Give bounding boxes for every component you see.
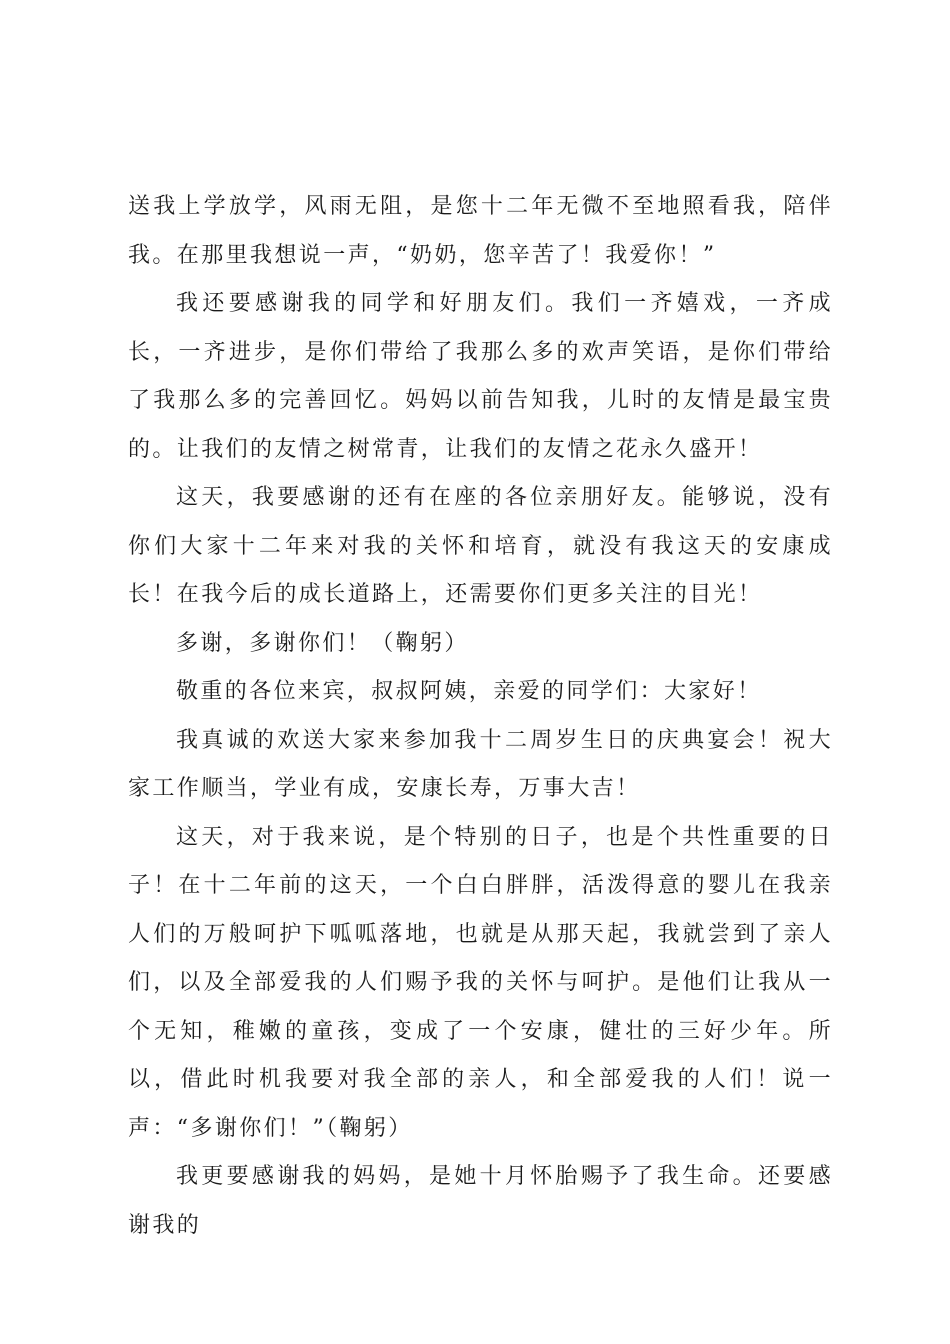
paragraph: 这天，对于我来说，是个特别的日子，也是个共性重要的日子！在十二年前的这天，一个白白胖胖，活泼得意的婴儿在我亲人们的万般呵护下呱呱落地，也就是从那天起，我就尝到了亲人们，以及全部爱我的人们赐予我的关怀与呵护。是他们让我从一个无知，稚嫩的童孩，变成了一个安康，健壮的三好少年。所以，借此时机我要对我全部的亲人，和全部爱我的人们！说一声：“多谢你们！”（鞠躬）	[128, 824, 833, 1141]
paragraph: 多谢，多谢你们！（鞠躬）	[176, 630, 469, 656]
paragraph: 敬重的各位来宾，叔叔阿姨，亲爱的同学们：大家好！	[176, 679, 762, 704]
paragraph: 我更要感谢我的妈妈，是她十月怀胎赐予了我生命。还要感谢我的	[128, 1164, 833, 1238]
paragraph: 送我上学放学，风雨无阻，是您十二年无微不至地照看我，陪伴我。在那里我想说一声，“奶奶，您辛苦了！我爱你！”	[128, 194, 833, 268]
paragraph: 我真诚的欢送大家来参加我十二周岁生日的庆典宴会！祝大家工作顺当，学业有成，安康长寿，万事大吉！	[128, 727, 833, 801]
paragraph: 这天，我要感谢的还有在座的各位亲朋好友。能够说，没有你们大家十二年来对我的关怀和培育，就没有我这天的安康成长！在我今后的成长道路上，还需要你们更多关注的目光！	[128, 485, 833, 607]
paragraph: 我还要感谢我的同学和好朋友们。我们一齐嬉戏，一齐成长，一齐进步，是你们带给了我那么多的欢声笑语，是你们带给了我那么多的完善回忆。妈妈以前告知我，儿时的友情是最宝贵的。让我们的友情之树常青，让我们的友情之花永久盛开！	[128, 291, 833, 462]
document-body	[128, 183, 833, 1250]
